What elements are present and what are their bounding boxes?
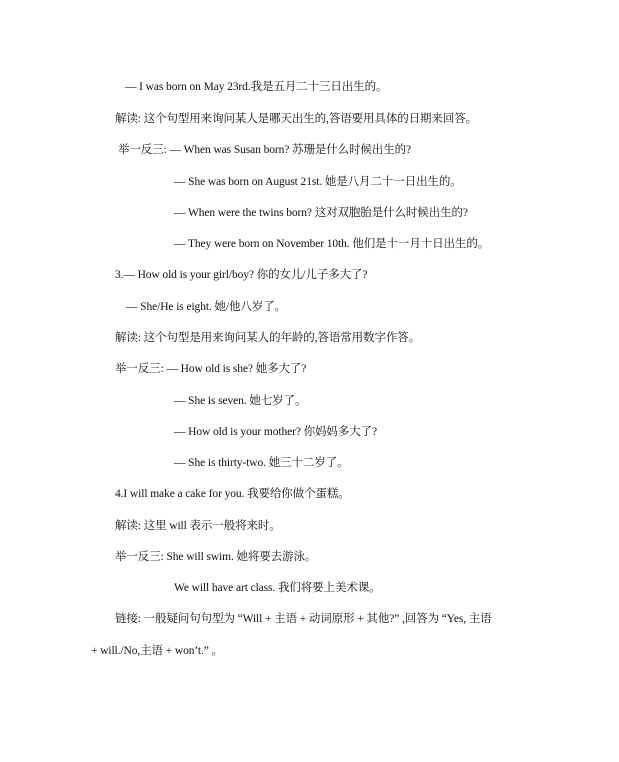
text-line-section-3: 3.— How old is your girl/boy? 你的女儿/儿子多大了?: [115, 269, 368, 281]
text-line-example-susan: 举一反三: — When was Susan born? 苏珊是什么时候出生的?: [118, 144, 412, 156]
text-line-question-twins: — When were the twins born? 这对双胞胎是什么时候出生的?: [174, 207, 468, 219]
text-line-link-note: 链接: 一般疑问句句型为 “Will + 主语 + 动词原形 + 其他?” ,回答为 “Yes, 主语: [115, 613, 492, 625]
text-line-example-age: 举一反三: — How old is she? 她多大了?: [115, 363, 307, 375]
text-line-explanation-will: 解读: 这里 will 表示一般将来时。: [115, 520, 281, 532]
text-line-explanation-age: 解读: 这个句型是用来询问某人的年龄的,答语常用数字作答。: [115, 332, 421, 344]
text-line-explanation-birthday: 解读: 这个句型用来询问某人是哪天出生的,答语要用具体的日期来回答。: [115, 113, 478, 125]
text-line-answer-seven: — She is seven. 她七岁了。: [174, 395, 307, 407]
text-line-answer-november: — They were born on November 10th. 他们是十一月十日出生的。: [174, 238, 490, 250]
text-line-section-4: 4.I will make a cake for you. 我要给你做个蛋糕。: [115, 488, 350, 500]
text-line-example-swim: 举一反三: She will swim. 她将要去游泳。: [115, 551, 317, 563]
text-line-link-note-continued: + will./No,主语 + won’t.” 。: [91, 645, 223, 657]
text-line-answer-may: — I was born on May 23rd.我是五月二十三日出生的。: [125, 81, 388, 93]
text-line-question-mother: — How old is your mother? 你妈妈多大了?: [174, 426, 378, 438]
text-line-answer-thirty-two: — She is thirty-two. 她三十二岁了。: [174, 457, 349, 469]
text-line-example-art: We will have art class. 我们将要上美术课。: [174, 582, 381, 594]
text-line-answer-august: — She was born on August 21st. 她是八月二十一日出生的。: [174, 176, 462, 188]
text-line-answer-eight: — She/He is eight. 她/他八岁了。: [126, 301, 286, 313]
